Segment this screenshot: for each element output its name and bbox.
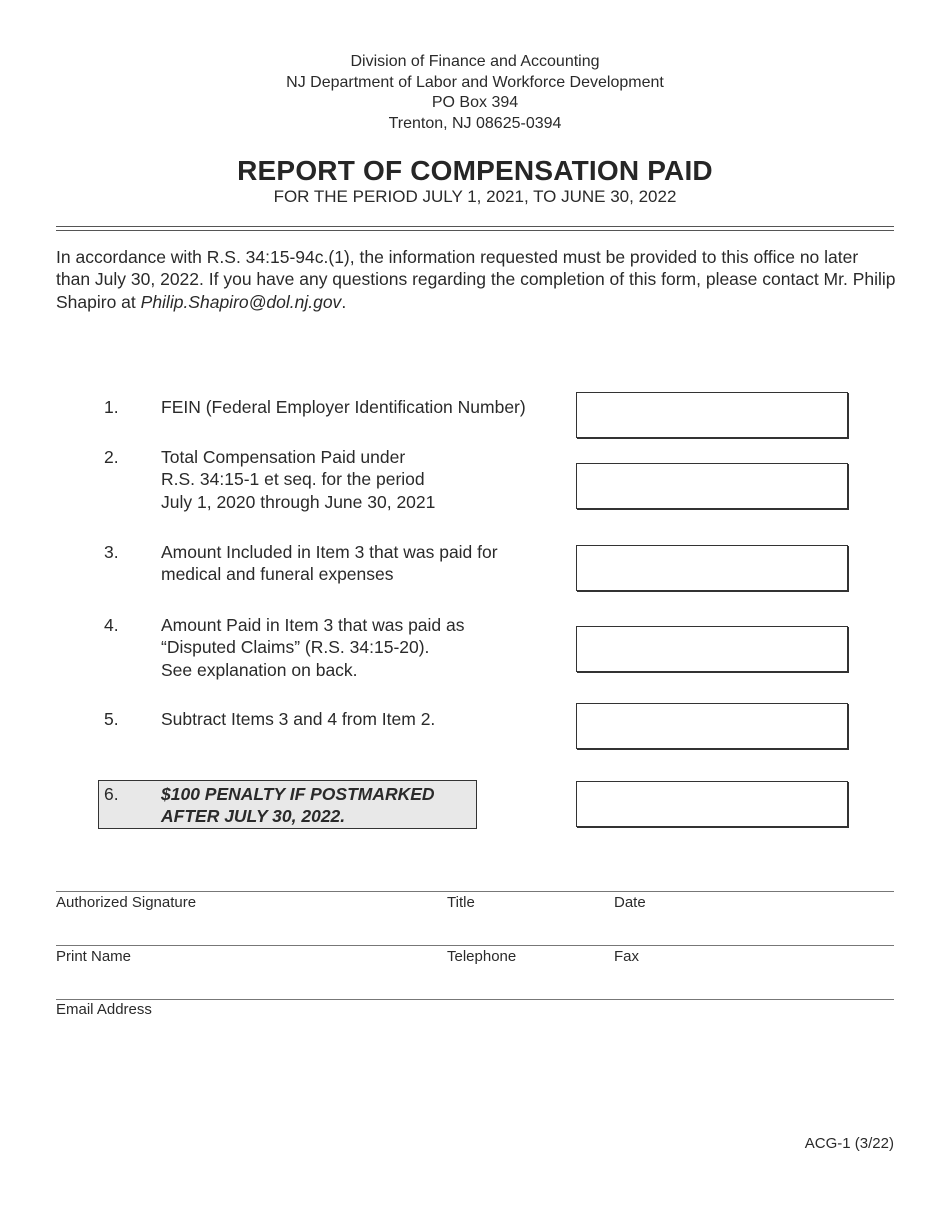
telephone-label: Telephone: [447, 948, 517, 965]
net-compensation-input[interactable]: [576, 703, 848, 749]
item-2-number: 2.: [104, 447, 119, 467]
email-address-line[interactable]: [56, 999, 894, 1000]
item-4-line: “Disputed Claims” (R.S. 34:15-20).: [161, 637, 430, 658]
item-4-label: [161, 614, 571, 681]
item-5-label: [161, 708, 571, 730]
email-address-label: Email Address: [56, 1001, 152, 1018]
item-1-line: FEIN (Federal Employer Identification Number): [161, 397, 526, 417]
item-4-number: 4.: [104, 615, 119, 635]
header-divider: [56, 226, 894, 231]
signature-line[interactable]: [56, 891, 894, 892]
print-name-line[interactable]: [56, 945, 894, 946]
fein-input[interactable]: [576, 392, 848, 438]
address-line-department: NJ Department of Labor and Workforce Development: [286, 73, 664, 91]
penalty-notice: [98, 780, 477, 829]
address-line-po-box: PO Box 394: [431, 94, 519, 111]
intro-text: In accordance with R.S. 34:15-94c.(1), the information requested must be provided to this office no later than July 30, 2022. If you have any questions regarding the completion of this form, please contact Mr. Philip Shapiro at: [56, 247, 896, 312]
item-3-label: [161, 541, 571, 586]
date-label: Date: [614, 894, 646, 911]
item-3-line: Amount Included in Item 3 that was paid for: [161, 542, 498, 562]
penalty-line: $100 PENALTY IF POSTMARKED: [161, 784, 435, 804]
intro-end: .: [341, 291, 347, 312]
address-line-division: Division of Finance and Accounting: [350, 53, 600, 70]
item-3-line: medical and funeral expenses: [161, 564, 394, 585]
disputed-claims-input[interactable]: [576, 626, 848, 672]
total-compensation-input[interactable]: [576, 463, 848, 509]
page-title: REPORT OF COMPENSATION PAID: [237, 155, 713, 186]
item-1-label: [161, 396, 571, 418]
address-block: [0, 52, 950, 134]
authorized-signature-label: Authorized Signature: [56, 894, 197, 911]
item-4-line: Amount Paid in Item 3 that was paid as: [161, 615, 465, 635]
item-5-line: Subtract Items 3 and 4 from Item 2.: [161, 709, 436, 729]
page-subtitle: FOR THE PERIOD JULY 1, 2021, TO JUNE 30, 2022: [273, 187, 677, 206]
form-code: ACG-1 (3/22): [804, 1135, 894, 1152]
item-2-line: R.S. 34:15-1 et seq. for the period: [161, 469, 425, 490]
penalty-input[interactable]: [576, 781, 848, 827]
print-name-label: Print Name: [56, 948, 132, 965]
item-3-number: 3.: [104, 542, 119, 562]
item-4-line: See explanation on back.: [161, 659, 358, 680]
item-2-line: July 1, 2020 through June 30, 2021: [161, 491, 436, 512]
intro-paragraph: [56, 246, 896, 313]
medical-funeral-input[interactable]: [576, 545, 848, 591]
item-2-label: [161, 446, 571, 513]
title-label: Title: [447, 894, 475, 911]
item-5-number: 5.: [104, 709, 119, 729]
fax-label: Fax: [614, 948, 640, 965]
penalty-label: [161, 783, 435, 828]
penalty-line: AFTER JULY 30, 2022.: [161, 806, 346, 827]
item-6-number: 6.: [104, 784, 119, 804]
item-1-number: 1.: [104, 397, 119, 417]
contact-email: Philip.Shapiro@dol.nj.gov: [140, 291, 342, 312]
address-line-city: Trenton, NJ 08625-0394: [388, 114, 562, 132]
item-2-line: Total Compensation Paid under: [161, 447, 406, 467]
